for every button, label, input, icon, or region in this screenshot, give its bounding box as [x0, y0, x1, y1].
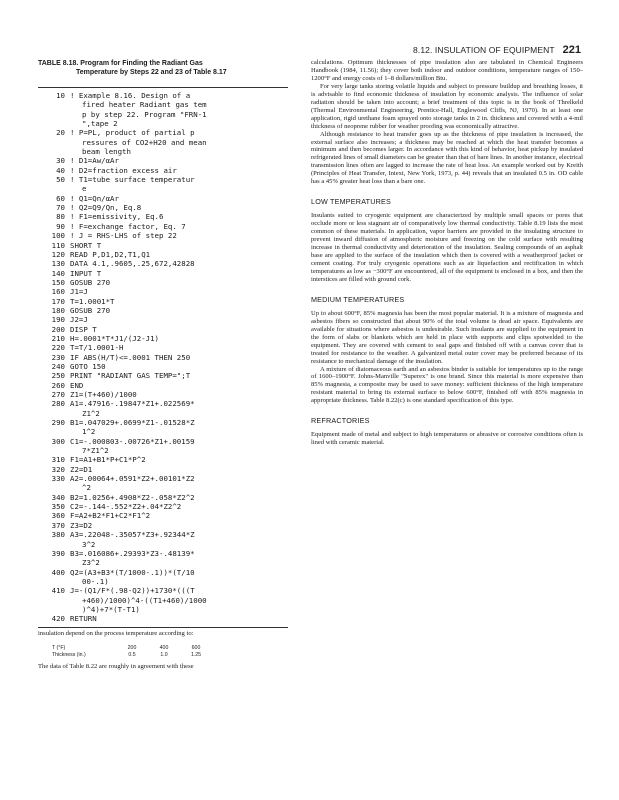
- code-line: [38, 100, 288, 109]
- code-line: [38, 119, 288, 128]
- line-number: 230: [51, 352, 65, 362]
- code-line: [38, 446, 288, 455]
- code-text: B3=.016086+.29393*Z3-.48139*: [70, 548, 195, 558]
- section-title: 8.12. INSULATION OF EQUIPMENT: [413, 45, 555, 55]
- line-number: 290: [51, 418, 65, 428]
- code-line: [38, 511, 288, 520]
- code-text: RETURN: [70, 614, 97, 624]
- code-line: [38, 474, 288, 483]
- code-line: [38, 530, 288, 539]
- line-number: [38, 100, 70, 109]
- line-number: 270: [51, 390, 65, 399]
- line-number: [38, 577, 70, 586]
- paragraph: A mixture of diatomaceous earth and an asbestos binder is suitable for temperatures up to the range of 1600–1900°F. Johns-Manville "Superex" is one brand. Since this material is more expensive than 85% magnesia, a composite may be used to save money: sufficient thickness of the high temperature resistant material to bring its external surface to below 600°F, finished off with 85% magnesia in appropriate thickness. Table 8.22(c) is one standard specification of this type.: [311, 365, 583, 405]
- right-column: [311, 59, 583, 447]
- code-text: 1^2: [82, 427, 96, 437]
- line-number: 240: [51, 361, 65, 371]
- line-number: [38, 184, 70, 193]
- code-text: ! F1=emissivity, Eq.6: [70, 212, 164, 222]
- code-text: DATA 4.1,.9605,.25,672,42828: [70, 259, 195, 269]
- line-number: 40: [56, 165, 65, 175]
- line-number: [38, 540, 70, 549]
- line-number: 280: [51, 399, 65, 409]
- cell: 400: [159, 644, 169, 651]
- code-text: T=1.0001*T: [70, 296, 115, 306]
- line-number: 300: [51, 436, 65, 446]
- running-header: [413, 44, 581, 56]
- code-line: [38, 605, 288, 614]
- code-line: [38, 91, 288, 100]
- code-line: [38, 156, 288, 165]
- line-number: 350: [51, 502, 65, 512]
- code-line: [38, 568, 288, 577]
- code-text: Z2=D1: [70, 464, 93, 474]
- code-text: C2=-.144-.552*Z2+.04*Z2^2: [70, 502, 182, 512]
- code-text: Z1=(T+460)/1000: [70, 390, 137, 399]
- code-text: F=A2+B2*F1+C2*F1^2: [70, 511, 151, 521]
- line-number: 220: [51, 343, 65, 353]
- code-text: T=T/1.0001-H: [70, 343, 124, 353]
- code-line: [38, 222, 288, 231]
- paragraph: Insulants suited to cryogenic equipment are characterized by multiple small spaces or pores that occlude more or less stagnant air of comparatively low thermal conductivity. Table 8.19 lists the most common of these materials. In application, vapor barriers are provided in the insulating structure to prevent inward diffusion of atmospheric moisture and freezing on the cold surface with resulting increase in thermal conductivity and deterioration of the insulation. Sealing compounds of an asphalt base are applied to the surface of the insulation which then is covered with a weatherproof jacket or cement coating. For truly cryogenic operations such as air liquefaction and rectification in which temperatures as low as −300°F are encountered, all of the equipment is enclosed in a box, and then the interstices are filled with ground cork.: [311, 212, 583, 283]
- code-line: [38, 110, 288, 119]
- left-column: [38, 59, 288, 671]
- code-line: [38, 577, 288, 586]
- code-text: Z3=D2: [70, 520, 93, 530]
- line-number: 380: [51, 530, 65, 540]
- code-line: [38, 343, 288, 352]
- line-number: 340: [51, 492, 65, 502]
- line-number: 200: [51, 324, 65, 334]
- code-line: [38, 381, 288, 390]
- code-text: ! P=PL, product of partial p: [70, 128, 195, 138]
- line-number: 320: [51, 464, 65, 474]
- code-text: )^4)+7*(T-T1): [82, 604, 140, 614]
- code-text: B1=.047029+.0699*Z1-.01528*Z: [70, 418, 195, 428]
- code-line: [38, 483, 288, 492]
- code-text: A3=.22048-.35057*Z3+.92344*Z: [70, 530, 195, 540]
- code-line: [38, 409, 288, 418]
- code-line: [38, 147, 288, 156]
- line-number: 160: [51, 287, 65, 297]
- code-line: [38, 231, 288, 240]
- code-text: ! D2=fraction excess air: [70, 165, 177, 175]
- left-body-text: [38, 630, 288, 671]
- line-number: [38, 558, 70, 567]
- code-line: [38, 455, 288, 464]
- cell: 1.25: [190, 651, 202, 658]
- line-number: 400: [51, 567, 65, 577]
- line-number: 420: [51, 614, 65, 624]
- line-number: 140: [51, 268, 65, 278]
- line-number: [38, 147, 70, 156]
- line-number: [38, 119, 70, 128]
- code-text: INPUT T: [70, 268, 102, 278]
- line-number: 210: [51, 333, 65, 343]
- code-text: beam length: [82, 147, 131, 157]
- line-number: [38, 138, 70, 147]
- line-number: [38, 596, 70, 605]
- code-text: ! D1=Aw/αAr: [70, 156, 119, 166]
- paragraph: Equipment made of metal and subject to high temperatures or abrasive or corrosive conditions often is lined with ceramic material.: [311, 431, 583, 447]
- line-number: 260: [51, 380, 65, 390]
- code-line: [38, 194, 288, 203]
- code-line: [38, 166, 288, 175]
- code-text: 7*Z1^2: [82, 446, 109, 456]
- code-text: A1=.47916-.19847*Z1+.022569*: [70, 399, 195, 409]
- code-text: A2=.00064+.0591*Z2+.00101*Z2: [70, 474, 195, 484]
- code-line: [38, 250, 288, 259]
- code-text: GOTO 150: [70, 361, 106, 371]
- code-text: SHORT T: [70, 240, 102, 250]
- code-text: ! F=exchange factor, Eq. 7: [70, 221, 186, 231]
- line-number: 30: [56, 156, 65, 166]
- left-text-line-2: The data of Table 8.22 are roughly in agreement with these: [38, 662, 194, 670]
- code-line: [38, 540, 288, 549]
- thickness-table: [52, 645, 288, 659]
- left-text-line-1: insulation depend on the process temperature according to:: [38, 629, 194, 637]
- line-number: 330: [51, 474, 65, 484]
- cell: 0.5: [128, 651, 136, 658]
- code-text: READ P,D1,D2,T1,Q1: [70, 249, 151, 259]
- program-listing: [38, 87, 288, 628]
- code-line: [38, 549, 288, 558]
- line-number: 110: [51, 240, 65, 250]
- code-text: Z3^2: [82, 558, 100, 568]
- line-number: 120: [51, 249, 65, 259]
- line-number: [38, 110, 70, 119]
- line-number: 180: [51, 305, 65, 315]
- code-text: J=-(Q1/F*(.98-Q2))+1730*(((T: [70, 586, 195, 596]
- line-number: 100: [51, 231, 65, 241]
- code-line: [38, 203, 288, 212]
- code-line: [38, 371, 288, 380]
- code-text: J2=J: [70, 315, 88, 325]
- code-line: [38, 353, 288, 362]
- code-text: ressures of CO2+H20 and mean: [82, 137, 207, 147]
- row-label: T (°F): [52, 644, 66, 651]
- code-text: GOSUB 270: [70, 277, 111, 287]
- code-line: [38, 614, 288, 623]
- code-line: [38, 259, 288, 268]
- code-line: [38, 334, 288, 343]
- code-line: [38, 287, 288, 296]
- cell: 1.0: [160, 651, 168, 658]
- line-number: 370: [51, 520, 65, 530]
- code-text: ! T1=tube surface temperatur: [70, 175, 195, 185]
- code-line: [38, 325, 288, 334]
- line-number: 390: [51, 548, 65, 558]
- code-text: ! Q1=Qn/αAr: [70, 193, 119, 203]
- code-line: [38, 212, 288, 221]
- code-line: [38, 278, 288, 287]
- code-text: H=.0001*T*J1/(J2-J1): [70, 333, 159, 343]
- code-line: [38, 269, 288, 278]
- code-line: [38, 493, 288, 502]
- code-line: [38, 241, 288, 250]
- code-text: 00-.1): [82, 576, 109, 586]
- code-text: ! Example 8.16. Design of a: [70, 91, 191, 100]
- line-number: 60: [56, 193, 65, 203]
- code-text: ",tape 2: [82, 119, 118, 129]
- line-number: 410: [51, 586, 65, 596]
- paragraph: For very large tanks storing volatile liquids and subject to pressure buildup and breathing losses, it is advisable to find economic thickness of insulation by economic analysis. The influence of solar radiation should be taken into account; a brief treatment of this topic is in the book of Threlkeld (Thermal Environmental Engineering, Prentice-Hall, Englewood Cliffs, NJ, 1970). In at least one application, rigid urethane foam sprayed onto storage tanks in 2 in. thickness and covered with a 4-mil thickness of neoprene rubber for weather proofing was economically attractive.: [311, 82, 583, 130]
- code-text: IF ABS(H/T)<=.0001 THEN 250: [70, 352, 191, 362]
- code-line: [38, 596, 288, 605]
- line-number: 310: [51, 455, 65, 465]
- line-number: 10: [56, 91, 65, 100]
- code-line: [38, 297, 288, 306]
- code-text: ! J = RHS-LHS of step 22: [70, 231, 177, 241]
- line-number: [38, 409, 70, 418]
- row-label: Thickness (in.): [52, 651, 86, 658]
- line-number: 70: [56, 203, 65, 213]
- line-number: 190: [51, 315, 65, 325]
- paragraph: calculations. Optimum thicknesses of pipe insulation also are tabulated in Chemical Engineers Handbook (1984, 11.56); they cover both indoor and outdoor conditions, temperature ranges of 150–1200°F and energy costs of 1–8 dollars/million Btu.: [311, 59, 583, 82]
- line-number: 80: [56, 212, 65, 222]
- code-line: [38, 184, 288, 193]
- code-text: ! Q2=Q9/Qn, Eq.8: [70, 203, 142, 213]
- line-number: 250: [51, 371, 65, 381]
- line-number: 50: [56, 175, 65, 185]
- line-number: [38, 483, 70, 492]
- line-number: 150: [51, 277, 65, 287]
- code-line: [38, 362, 288, 371]
- line-number: 130: [51, 259, 65, 269]
- code-line: [38, 437, 288, 446]
- thickness-row-thickness: [52, 652, 288, 659]
- caption-line-1: TABLE 8.18. Program for Finding the Radiant Gas: [38, 60, 203, 67]
- code-text: GOSUB 270: [70, 305, 111, 315]
- code-text: Q2=(A3+B3*(T/1000-.1))*(T/10: [70, 567, 195, 577]
- code-text: +460)/1000)^4-((T1+460)/1000: [82, 595, 207, 605]
- cell: 200: [127, 644, 137, 651]
- code-text: F1=A1+B1*P+C1*P^2: [70, 455, 146, 465]
- code-line: [38, 586, 288, 595]
- code-line: [38, 521, 288, 530]
- line-number: [38, 427, 70, 436]
- code-text: J1=J: [70, 287, 88, 297]
- code-line: [38, 315, 288, 324]
- thickness-row-temperature: [52, 645, 288, 652]
- code-line: [38, 128, 288, 137]
- code-text: 3^2: [82, 539, 96, 549]
- code-line: [38, 138, 288, 147]
- code-text: p by step 22. Program "FRN-1: [82, 109, 207, 119]
- code-text: END: [70, 380, 84, 390]
- code-line: [38, 399, 288, 408]
- line-number: 360: [51, 511, 65, 521]
- line-number: 90: [56, 221, 65, 231]
- code-line: [38, 390, 288, 399]
- table-caption: [38, 59, 288, 77]
- line-number: [38, 605, 70, 614]
- code-text: B2=1.0256+.4908*Z2-.058*Z2^2: [70, 492, 195, 502]
- code-text: C1=-.000803-.00726*Z1+.00159: [70, 436, 195, 446]
- paragraph: Up to about 600°F, 85% magnesia has been the most popular material. It is a mixture of magnesia and asbestos fibers so constructed that about 90% of the total volume is dead air space. Equivalents are available for situations where asbestos is undesirable. Such insulants are supplied to the equipment in the form of slabs or blankets which are held in place with supports and clips spotwelded to the equipment. They are covered with cement to seal gaps and finished off with a canvas cover that is treated for resistance to the weather. A galvanized metal outer cover may be preferred because of its resistance to mechanical damage of the insulation.: [311, 309, 583, 365]
- code-line: [38, 418, 288, 427]
- code-line: [38, 306, 288, 315]
- code-text: e: [82, 184, 87, 194]
- code-line: [38, 502, 288, 511]
- code-line: [38, 175, 288, 184]
- line-number: 170: [51, 296, 65, 306]
- code-line: [38, 465, 288, 474]
- code-text: DISP T: [70, 324, 97, 334]
- code-text: fired heater Radiant gas tem: [82, 100, 207, 110]
- caption-line-2: Temperature by Steps 22 and 23 of Table 8.17: [76, 69, 227, 76]
- page-number: 221: [562, 44, 581, 56]
- code-line: [38, 558, 288, 567]
- heading-refractories: REFRACTORIES: [311, 416, 370, 426]
- code-text: ^2: [82, 483, 91, 493]
- heading-low-temperatures: LOW TEMPERATURES: [311, 197, 392, 207]
- cell: 600: [191, 644, 201, 651]
- paragraph: Although resistance to heat transfer goes up as the thickness of pipe insulation is increased, the external surface also increases; a thickness may be reached at which the heat transfer becomes a minimum and then becomes larger. In accordance with this kind of behavior, heat pickup by insulated refrigerated lines of small diameters can be greater than that of bare lines. In another instance, electrical transmission lines often are lagged to increase the rate of heat loss. An example worked out by Kreith (Principles of Heat Transfer, Intext, New York, 1973, p. 44) reveals that an insulated 0.5 in. OD cable has a 45% greater heat loss than a bare one.: [311, 130, 583, 186]
- line-number: 20: [56, 128, 65, 138]
- code-line: [38, 427, 288, 436]
- code-text: PRINT "RADIANT GAS TEMP=";T: [70, 371, 191, 381]
- line-number: [38, 446, 70, 455]
- code-text: Z1^2: [82, 408, 100, 418]
- heading-medium-temperatures: MEDIUM TEMPERATURES: [311, 294, 405, 304]
